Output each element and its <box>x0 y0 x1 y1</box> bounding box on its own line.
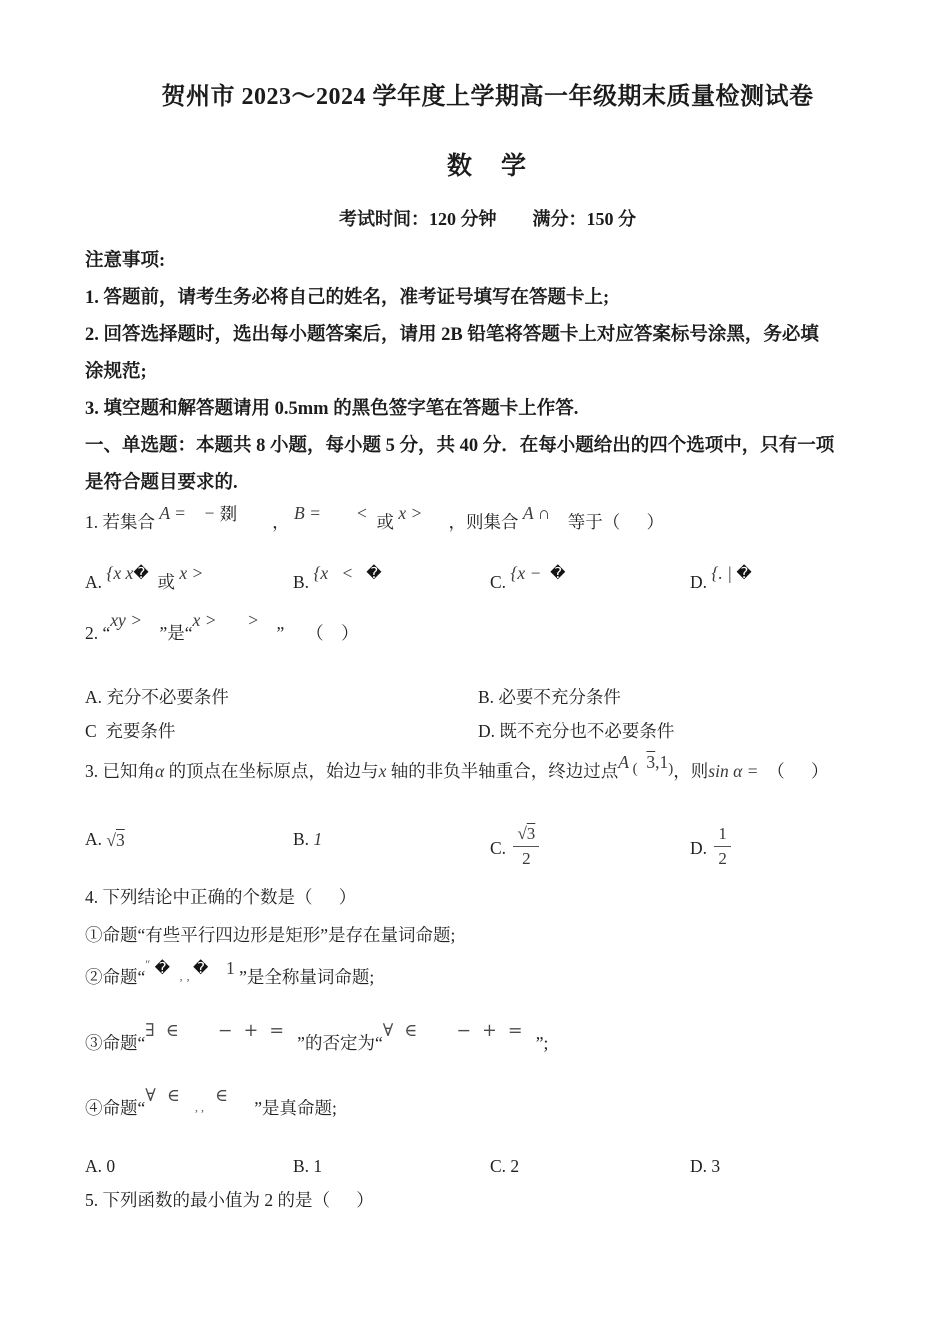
question-4-option-a: A. 0 <box>85 1156 116 1177</box>
notice-block <box>85 243 890 502</box>
subject-title: 数 学 <box>446 153 528 180</box>
exam-info: 考试时间：120 分钟 满分：150 分 <box>339 209 636 229</box>
questions-list <box>85 503 890 1215</box>
question-1-stem: 1. 若集合 A = − 剟 ， B = < 或 x > ，则集合 A ∩ 等于（ ） <box>85 503 665 532</box>
question-2-option-b: B. 必要不充分条件 <box>478 687 621 707</box>
notice-item-1: 1. 答题前，请考生务必将自己的姓名，准考证号填写在答题卡上; <box>85 288 610 308</box>
question-4-subitem-1: ①命题“有些平行四边形是矩形”是存在量词命题; <box>85 925 456 946</box>
question-1-option-d: D. {. | � <box>690 563 752 592</box>
question-4-option-c: C. 2 <box>490 1156 520 1177</box>
question-4-stem: 4. 下列结论中正确的个数是（ ） <box>85 887 357 908</box>
question-2-options <box>85 680 890 748</box>
question-3-stem: 3. 已知角α 的顶点在坐标原点，始边与x 轴的非负半轴重合，终边过点A ( 3,1)，则sin α = （ ） <box>85 752 829 781</box>
question-2-option-a: A. 充分不必要条件 <box>85 687 229 707</box>
question-5-stem: 5. 下列函数的最小值为 2 的是（ ） <box>85 1190 374 1211</box>
question-1-option-b: B. {x < � <box>293 563 382 592</box>
notice-item-3: 3. 填空题和解答题请用 0.5mm 的黑色签字笔在答题卡上作答. <box>85 399 579 419</box>
question-1-option-a: A. {x x� 或 x > <box>85 563 204 592</box>
notice-item-2-cont: 涂规范; <box>85 362 147 382</box>
question-3-options <box>85 824 890 868</box>
question-1-option-c: C. {x − � <box>490 563 566 592</box>
page-title: 贺州市 2023～2024 学年度上学期高一年级期末质量检测试卷 <box>161 84 814 110</box>
section-heading: 一、单选题：本题共 8 小题，每小题 5 分，共 40 分．在每小题给出的四个选项中，只有一项 <box>85 436 835 456</box>
notice-heading: 注意事项: <box>85 251 166 271</box>
question-3-option-d: D. $\frac{1}{2}$ <box>690 824 890 868</box>
question-3-option-b: B. 1 <box>293 829 323 849</box>
question-3-option-c: C. $\frac{√3}{2}$ <box>490 824 690 868</box>
section-heading-cont: 是符合题目要求的. <box>85 473 238 493</box>
question-2-option-d: D. 既不充分也不必要条件 <box>478 721 675 741</box>
question-4-subitem-4: ④命题“∀ ∈ , , ∈ ”是真命题; <box>85 1086 337 1119</box>
question-1-options <box>85 563 890 598</box>
question-4-option-b: B. 1 <box>293 1156 323 1177</box>
notice-item-2: 2. 回答选择题时，选出每小题答案后，请用 2B 铅笔将答题卡上对应答案标号涂黑，务必填 <box>85 325 819 345</box>
question-4-options <box>85 1151 890 1181</box>
question-4-subitem-2: ②命题“″ � ‚ ‚ � 1 ”是全称量词命题; <box>85 957 375 988</box>
question-4-option-d: D. 3 <box>690 1156 721 1177</box>
question-2-stem: 2. “xy > ”是“x > > ” （ ） <box>85 610 359 643</box>
question-4-subitem-3: ③命题“∃ ∈ − + = ”的否定为“∀ ∈ − + = ”; <box>85 1021 549 1054</box>
question-2-option-c: C 充要条件 <box>85 721 176 741</box>
question-3-option-a: A. √3 <box>85 829 125 850</box>
